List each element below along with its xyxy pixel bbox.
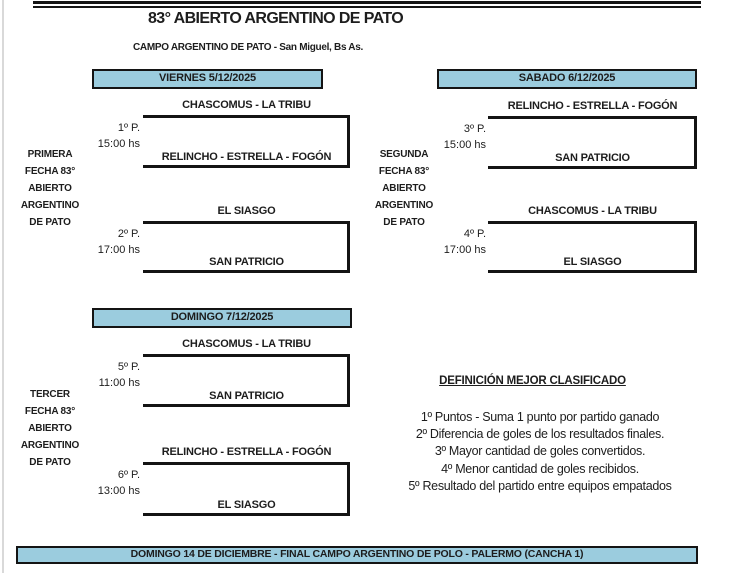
side-label-line: PRIMERA bbox=[27, 149, 73, 160]
match-number: 4º P. bbox=[463, 228, 486, 240]
side-label-line: ARGENTINO bbox=[20, 200, 80, 211]
team-name-bottom: RELINCHO - ESTRELLA - FOGÓN bbox=[161, 151, 332, 163]
match-number: 3º P. bbox=[463, 123, 486, 135]
side-label-line: FECHA 83° bbox=[378, 166, 430, 177]
team-name-top: CHASCOMUS - LA TRIBU bbox=[182, 338, 311, 350]
side-label-line: FECHA 83° bbox=[24, 166, 76, 177]
match-number: 2º P. bbox=[117, 228, 140, 240]
team-name-bottom: EL SIASGO bbox=[563, 256, 622, 268]
side-label-line: SEGUNDA bbox=[379, 149, 429, 160]
definition-title: DEFINICIÓN MEJOR CLASIFICADO bbox=[439, 375, 626, 387]
definition-rule: 4º Menor cantidad de goles recibidos. bbox=[441, 461, 639, 476]
page-subtitle: CAMPO ARGENTINO DE PATO - San Miguel, Bs As. bbox=[133, 42, 363, 53]
side-label-line: FECHA 83° bbox=[24, 406, 76, 417]
side-label-primera-fecha bbox=[4, 146, 96, 231]
day-header-viernes: VIERNES 5/12/2025 bbox=[92, 69, 323, 89]
match-time: 13:00 hs bbox=[97, 485, 140, 497]
team-name-top: RELINCHO - ESTRELLA - FOGÓN bbox=[507, 100, 678, 112]
match-time: 17:00 hs bbox=[443, 244, 486, 256]
definition-rule: 2º Diferencia de goles de los resultados finales. bbox=[415, 427, 665, 442]
side-label-line: DE PATO bbox=[29, 217, 71, 228]
team-name-top: CHASCOMUS - LA TRIBU bbox=[182, 99, 311, 111]
day-header-domingo: DOMINGO 7/12/2025 bbox=[92, 308, 352, 328]
definition-rule: 1º Puntos - Suma 1 punto por partido ganado bbox=[420, 410, 660, 424]
team-name-bottom: EL SIASGO bbox=[217, 499, 276, 511]
side-label-line: ABIERTO bbox=[28, 423, 72, 434]
side-label-line: ARGENTINO bbox=[20, 440, 80, 451]
team-name-top: RELINCHO - ESTRELLA - FOGÓN bbox=[161, 446, 332, 458]
team-name-bottom: SAN PATRICIO bbox=[555, 152, 630, 164]
page-title: 83° ABIERTO ARGENTINO DE PATO bbox=[148, 10, 404, 27]
match-number: 6º P. bbox=[117, 469, 140, 481]
side-label-line: DE PATO bbox=[383, 217, 425, 228]
side-label-line: DE PATO bbox=[29, 457, 71, 468]
page-left-edge bbox=[2, 0, 4, 573]
match-number: 1º P. bbox=[117, 122, 140, 134]
match-time: 15:00 hs bbox=[443, 139, 486, 151]
definition-rules bbox=[362, 409, 718, 495]
team-name-top: CHASCOMUS - LA TRIBU bbox=[528, 205, 657, 217]
side-label-line: TERCER bbox=[30, 389, 70, 400]
match-time: 17:00 hs bbox=[97, 244, 140, 256]
top-rule-thin bbox=[33, 6, 701, 8]
match-time: 15:00 hs bbox=[97, 138, 140, 150]
definition-rule: 3º Mayor cantidad de goles convertidos. bbox=[434, 444, 646, 459]
definition-rule: 5º Resultado del partido entre equipos empatados bbox=[408, 478, 672, 493]
side-label-tercer-fecha bbox=[4, 386, 96, 471]
team-name-bottom: SAN PATRICIO bbox=[209, 390, 284, 402]
day-header-sabado: SABADO 6/12/2025 bbox=[437, 69, 697, 89]
side-label-segunda-fecha bbox=[358, 146, 450, 231]
match-time: 11:00 hs bbox=[98, 377, 140, 389]
final-banner: DOMINGO 14 DE DICIEMBRE - FINAL CAMPO ARGENTINO DE POLO - PALERMO (CANCHA 1) bbox=[16, 546, 698, 564]
team-name-bottom: SAN PATRICIO bbox=[209, 256, 284, 268]
side-label-line: ABIERTO bbox=[382, 183, 426, 194]
side-label-line: ABIERTO bbox=[28, 183, 72, 194]
side-label-line: ARGENTINO bbox=[374, 200, 434, 211]
top-rule-thick bbox=[33, 1, 701, 4]
match-number: 5º P. bbox=[117, 361, 140, 373]
team-name-top: EL SIASGO bbox=[217, 205, 276, 217]
